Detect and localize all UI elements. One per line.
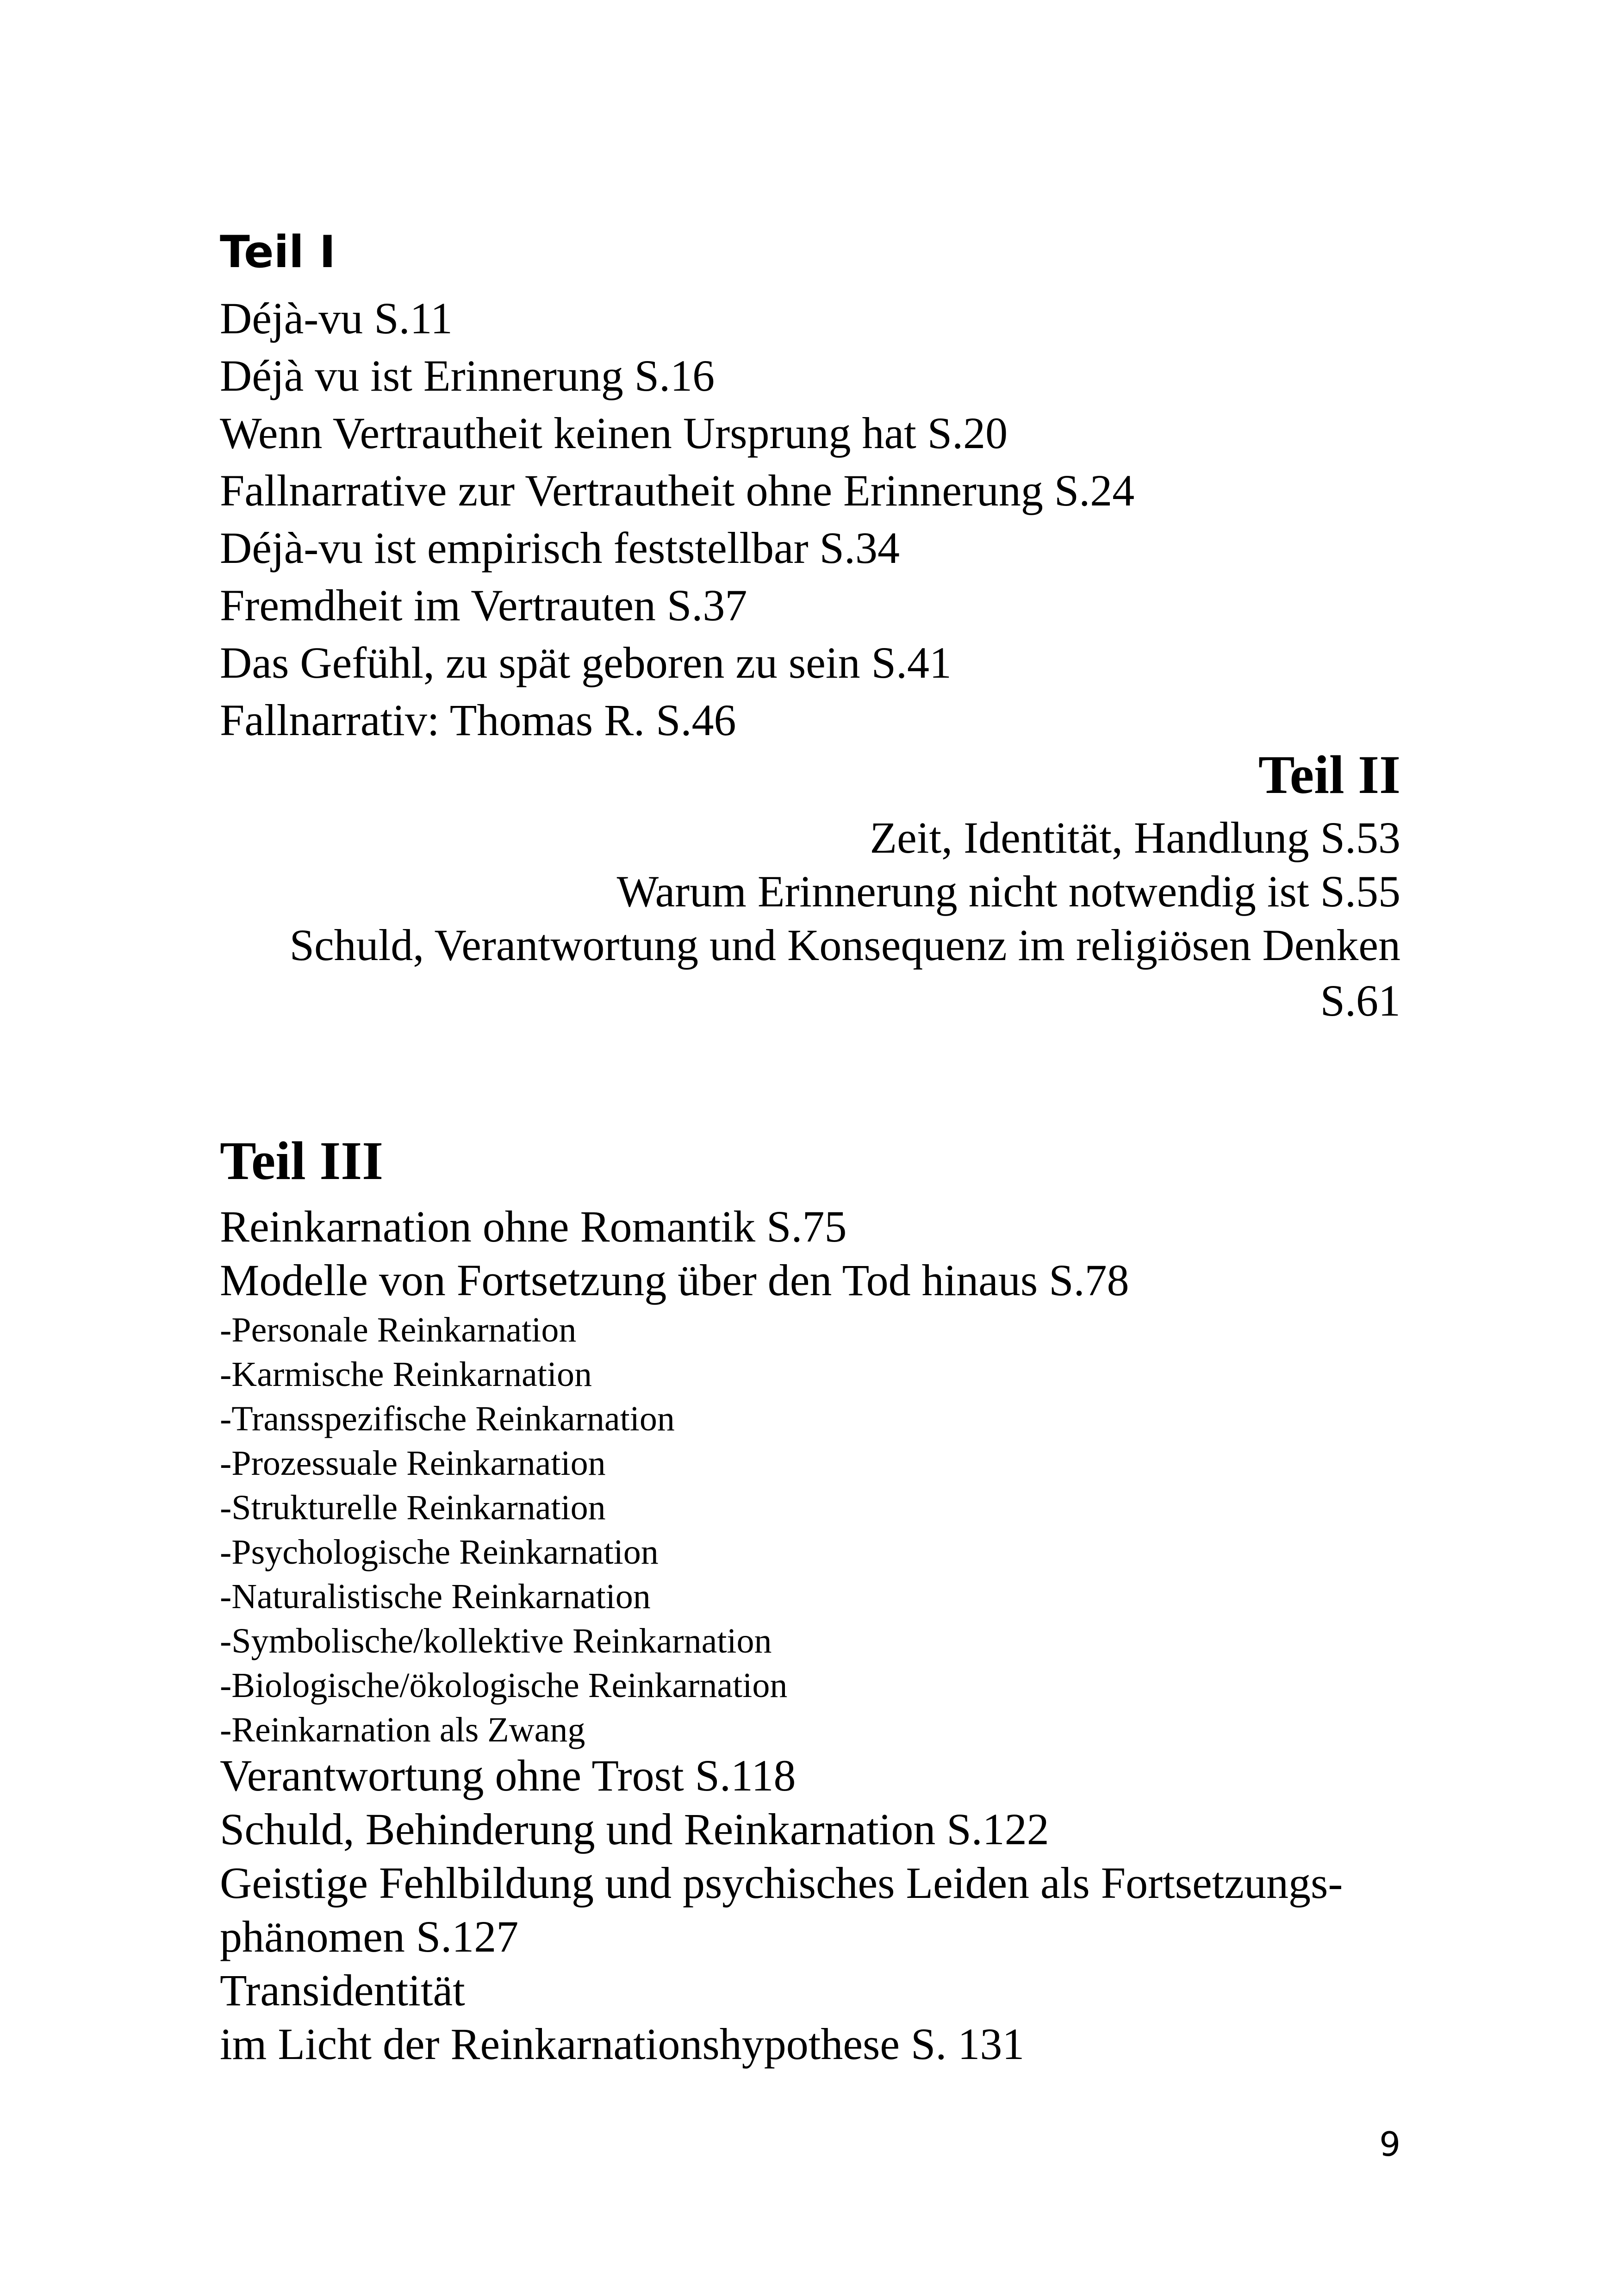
heading-teil-3: Teil III: [220, 1130, 384, 1191]
toc-entry: Schuld, Verantwortung und Konsequenz im religiösen Denken: [289, 920, 1400, 970]
toc-entry: phänomen S.127: [220, 1912, 519, 1961]
toc-entry: Zeit, Identität, Handlung S.53: [870, 813, 1400, 862]
toc-entry: Warum Erinnerung nicht notwendig ist S.55: [616, 867, 1400, 916]
toc-entry: Fallnarrativ: Thomas R. S.46: [220, 695, 736, 745]
toc-entry: Verantwortung ohne Trost S.118: [220, 1751, 796, 1800]
toc-entry: Wenn Vertrautheit keinen Ursprung hat S.20: [220, 408, 1008, 458]
toc-subentry: -Karmische Reinkarnation: [220, 1355, 592, 1394]
toc-entry: Reinkarnation ohne Romantik S.75: [220, 1202, 847, 1251]
toc-entry: Transidentität: [220, 1965, 465, 2015]
toc-entry: im Licht der Reinkarnationshypothese S. 131: [220, 2019, 1025, 2069]
toc-subentry: -Transspezifische Reinkarnation: [220, 1399, 675, 1438]
toc-subentry: -Psychologische Reinkarnation: [220, 1533, 659, 1572]
toc-entry: Geistige Fehlbildung und psychisches Leiden als Fortsetzungs-: [220, 1858, 1343, 1908]
toc-entry: Fremdheit im Vertrauten S.37: [220, 580, 747, 630]
toc-entry: Déjà vu ist Erinnerung S.16: [220, 351, 715, 400]
toc-subentry: -Reinkarnation als Zwang: [220, 1710, 585, 1749]
toc-entry: S.61: [1320, 976, 1400, 1025]
toc-subentry: -Biologische/ökologische Reinkarnation: [220, 1666, 788, 1705]
toc-subentry: -Symbolische/kollektive Reinkarnation: [220, 1622, 772, 1660]
toc-entry: Modelle von Fortsetzung über den Tod hinaus S.78: [220, 1255, 1129, 1305]
toc-subentry: -Personale Reinkarnation: [220, 1310, 577, 1349]
toc-entry: Déjà-vu S.11: [220, 293, 453, 343]
heading-teil-2: Teil II: [1258, 744, 1400, 805]
toc-subentry: -Prozessuale Reinkarnation: [220, 1444, 606, 1483]
page-number: 9: [1379, 2125, 1400, 2164]
toc-subentry: -Naturalistische Reinkarnation: [220, 1577, 651, 1616]
toc-entry: Fallnarrative zur Vertrautheit ohne Erinnerung S.24: [220, 466, 1135, 515]
toc-entry: Das Gefühl, zu spät geboren zu sein S.41: [220, 638, 952, 687]
toc-entry: Déjà-vu ist empirisch feststellbar S.34: [220, 523, 900, 573]
toc-entry: Schuld, Behinderung und Reinkarnation S.122: [220, 1804, 1049, 1854]
toc-subentry: -Strukturelle Reinkarnation: [220, 1488, 606, 1527]
heading-teil-1: Teil I: [220, 227, 336, 278]
